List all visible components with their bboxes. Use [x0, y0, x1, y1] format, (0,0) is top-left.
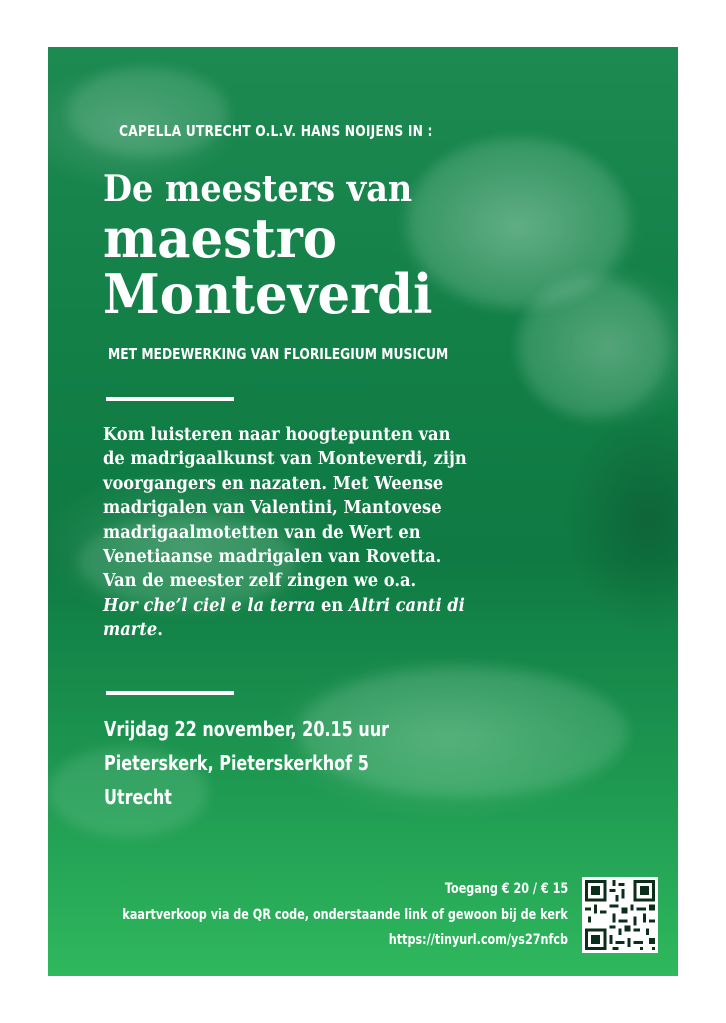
- works-connector: en: [315, 595, 349, 616]
- event-date: Vrijdag 22 november, 20.15 uur: [104, 717, 390, 741]
- description-line: Venetiaanse madrigalen van Rovetta.: [103, 547, 442, 568]
- ticket-sales-info: kaartverkoop via de QR code, onderstaande link of gewoon bij de kerk: [122, 907, 568, 923]
- divider-top: [106, 397, 234, 401]
- divider-bottom: [106, 691, 234, 695]
- title-line-3: Monteverdi: [103, 262, 433, 326]
- work-title-hor-che-l-ciel: Hor che’l ciel e la terra: [103, 595, 316, 616]
- title-line-2: maestro: [103, 206, 337, 270]
- presenter-line: CAPELLA UTRECHT O.L.V. HANS NOIJENS IN :: [119, 122, 433, 140]
- subtitle: MET MEDEWERKING VAN FLORILEGIUM MUSICUM: [108, 345, 449, 363]
- description-line: de madrigaalkunst van Monteverdi, zijn: [103, 449, 467, 470]
- event-city: Utrecht: [104, 785, 172, 809]
- description-line: Kom luisteren naar hoogtepunten van: [103, 425, 451, 445]
- ticket-link[interactable]: https://tinyurl.com/ys27nfcb: [388, 932, 568, 948]
- description-line: madrigaalmotetten van de Wert en: [103, 522, 421, 543]
- cloud-decoration: [68, 67, 228, 157]
- description-line: madrigalen van Valentini, Mantovese: [103, 498, 442, 519]
- description-works-line: [103, 594, 540, 618]
- description-last-line: [103, 618, 540, 642]
- title-line-1: De meesters van: [103, 168, 413, 210]
- description-line: voorgangers en nazaten. Met Weense: [103, 473, 444, 494]
- description-line: Van de meester zelf zingen we o.a.: [103, 571, 417, 592]
- work-title-altri-canti: Altri canti di: [348, 595, 465, 616]
- concert-poster: [48, 47, 678, 976]
- cloud-decoration: [518, 277, 668, 417]
- work-title-altri-canti-end: marte: [103, 620, 158, 641]
- event-venue: Pieterskerk, Pieterskerkhof 5: [104, 751, 369, 775]
- description-ending: .: [157, 620, 163, 641]
- qr-code-icon[interactable]: [582, 877, 658, 953]
- description: [103, 423, 573, 643]
- admission-price: Toegang € 20 / € 15: [444, 881, 568, 897]
